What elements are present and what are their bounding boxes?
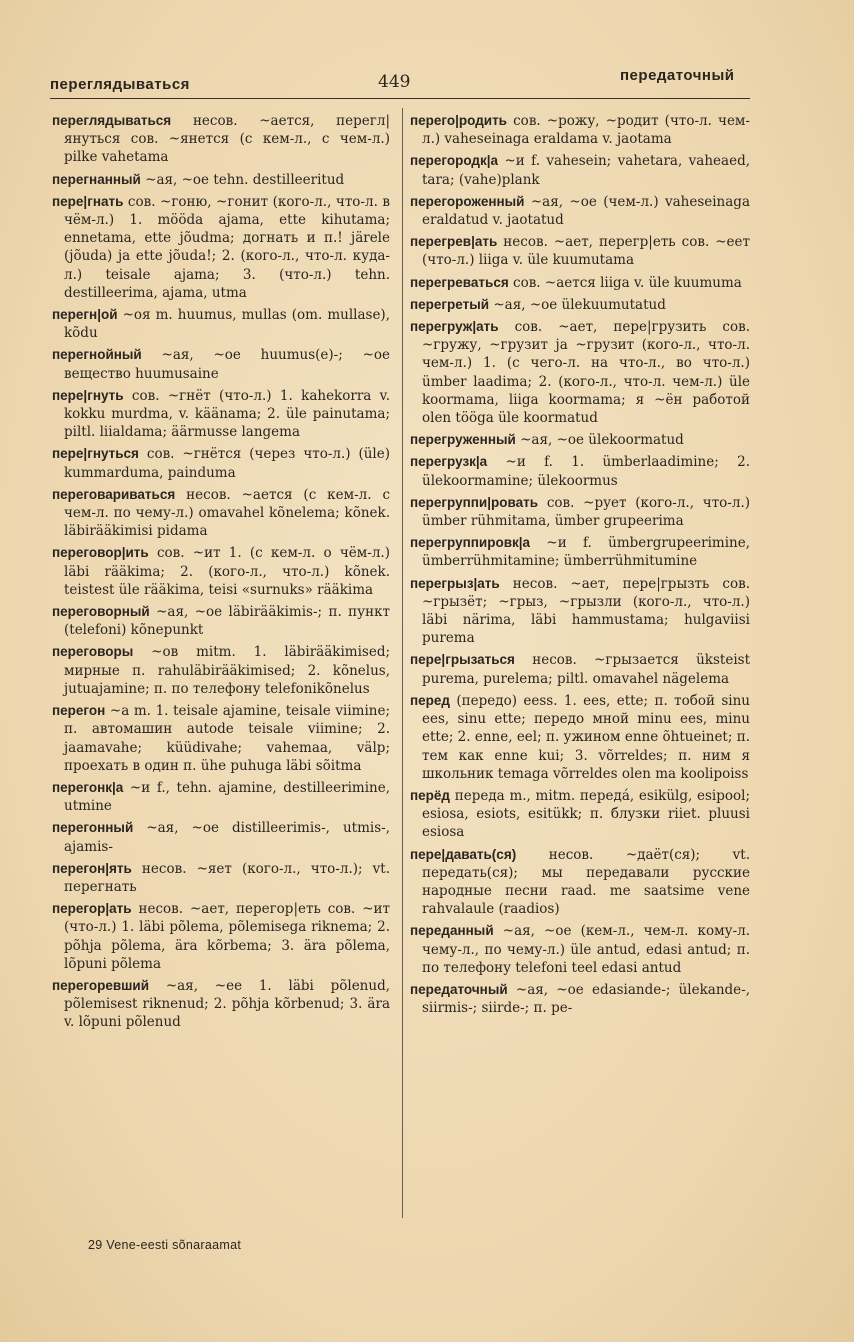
entry-text: несов. ~грызается üksteist purema, purelema; piltl. omavahel nägelema (422, 652, 750, 687)
headword: переговоры (52, 644, 134, 660)
dictionary-entry (410, 152, 750, 188)
headword: перегонный (52, 820, 134, 836)
entry-text: переда m., mitm. передá, esikülg, esipool; esiosa, esiots, esitükk; п. блузки riiet. pluusi esiosa (422, 787, 750, 841)
entry-text: (передо) eess. 1. ees, ette; п. тобой sinu ees, sinu ette; передо мной minu ees, minu ette; 2. enne, eel; п. ужином enne õhtueinet; п. тем как enne kui; 3. võrreldes; п. ним я школьник temaga võrreldes olen ma koolipoiss (422, 692, 750, 782)
headword: перегнанный (52, 171, 141, 187)
left-column (52, 112, 390, 1036)
dictionary-entry (410, 193, 750, 229)
entry-text: ~ая, ~ое tehn. destilleeritud (145, 171, 345, 188)
entry-text: ~оя m. huumus, mullas (om. mullase), kõdu (64, 307, 390, 342)
headword: перегон (52, 703, 106, 719)
entry-text: ~и f. ümbergrupeerimine, ümberrühmitamine; ümberrühmitumine (422, 535, 750, 570)
headword: перегруженный (410, 432, 516, 448)
dictionary-entry (410, 318, 750, 427)
entry-text: сов. ~ается liiga v. üle kuumuma (513, 274, 742, 291)
header-rule (50, 98, 750, 99)
dictionary-entry (52, 819, 390, 855)
dictionary-entry (52, 171, 390, 189)
dictionary-entry (52, 702, 390, 775)
headword: переговор|ить (52, 545, 149, 561)
entry-text: ~ая, ~ое distilleerimis-, utmis-, ajamis- (64, 820, 391, 855)
headword: перегруж|ать (410, 319, 499, 335)
headword: перегн|ой (52, 307, 118, 323)
headword: перегрыз|ать (410, 575, 500, 591)
entry-text: ~а m. 1. teisale ajamine, teisale viimine; п. автомашин autode teisale viimine; 2. jaamavahe; küüdivahe; vahemaa, välp; проехать в один п. ühe puhuga läbi sõitma (64, 703, 390, 774)
entry-text: ~и f., tehn. ajamine, destilleerimine, utmine (64, 779, 390, 815)
running-head-left: переглядываться (50, 76, 190, 93)
headword: перегнойный (52, 347, 142, 363)
dictionary-entry (52, 445, 390, 481)
dictionary-entry (410, 922, 750, 977)
dictionary-entry (52, 193, 390, 302)
right-column (410, 112, 750, 1021)
dictionary-entry (52, 486, 390, 541)
dictionary-entry (410, 981, 750, 1017)
headword: пере|грызаться (410, 652, 515, 668)
entry-text: сов. ~гнётся (через что-л.) (üle) kummarduma, painduma (64, 446, 391, 481)
dictionary-entry (52, 544, 390, 599)
dictionary-entry (410, 846, 750, 919)
headword: пере|гнуться (52, 446, 139, 462)
headword: пере|гнуть (52, 387, 124, 403)
headword: переговорный (52, 604, 150, 620)
headword: перегородк|а (410, 153, 499, 169)
dictionary-entry (52, 346, 390, 382)
entry-text: несов. ~ает, перегор|еть сов. ~ит (что-л.) 1. läbi põlema, põlemisega riknema; 2. põhja põlema, ära kõrbema; 3. ära põlema, lõpuni põlema (64, 901, 390, 972)
headword: перего|родить (410, 113, 507, 128)
entry-text: сов. ~рует (кого-л., что-л.) ümber rühmitama, ümber grupeerima (422, 494, 750, 530)
column-divider (402, 108, 403, 1218)
dictionary-entry (52, 643, 390, 698)
dictionary-entry (410, 453, 750, 489)
dictionary-entry (52, 387, 390, 442)
headword: перед (410, 692, 450, 708)
entry-text: ~и f. vahesein; vahetara, vaheaed, tara; (vahe)plank (422, 153, 751, 188)
entry-text: ~ая, ~ое (кем-л., чем-л. кому-л. чему-л., по чему-л.) üle antud, edasi antud; п. по телефону telefoni teel edasi antud (422, 923, 750, 976)
dictionary-entry (52, 900, 390, 973)
headword: переданный (410, 923, 494, 939)
dictionary-entry (410, 274, 750, 292)
page-number: 449 (378, 72, 411, 92)
dictionary-entry (410, 431, 750, 449)
entry-text: ~и f. 1. ümberlaadimine; 2. ülekoormamine; ülekoormus (422, 454, 750, 489)
entry-text: ~ая, ~ое (чем-л.) vaheseinaga eraldatud v. jaotatud (422, 193, 750, 229)
dictionary-entry (410, 787, 750, 842)
dictionary-entry (410, 494, 750, 530)
headword: перегруппи|ровать (410, 494, 539, 510)
headword: переглядываться (52, 113, 172, 128)
running-head-right: передаточный (620, 67, 735, 84)
entry-text: несов. ~ается (с кем-л. с чем-л. по чему-л.) omavahel kõnelema; kõnek. läbirääkimisi pidama (64, 486, 391, 540)
dictionary-entry (410, 534, 750, 570)
entry-text: сов. ~ает, пере|грузить сов. ~гружу, ~грузит ja ~грузит (кого-л., что-л. чем-л.) 1. (с чего-л. на что-л., во что-л.) ümber laadima; 2. (кого-л., что-л. чем-л.) üle koormama, liiga koormama; я ~ён работой olen tööga üle koormatud (422, 319, 750, 427)
entry-text: сов. ~рожу, ~родит (что-л. чем-л.) vaheseinaga eraldama v. jaotama (422, 113, 750, 148)
dictionary-entry (410, 651, 750, 687)
dictionary-entry (52, 779, 390, 815)
headword: перегор|ать (52, 901, 132, 917)
entry-text: ~ов mitm. 1. läbirääkimised; мирные п. rahuläbirääkimised; 2. kõnelus, jutuajamine; п. по телефону telefonikõnelus (64, 644, 391, 697)
dictionary-entry (410, 112, 750, 148)
headword: перёд (410, 787, 450, 803)
dictionary-entry (410, 296, 750, 314)
headword: перегреваться (410, 274, 509, 290)
entry-text: несов. ~ается, перегл|януться сов. ~янется (с кем-л., с чем-л.) pilke vahetama (64, 113, 390, 166)
entry-text: несов. ~яет (кого-л., что-л.); vt. перегнать (64, 860, 390, 895)
dictionary-entry (52, 860, 390, 896)
headword: переговариваться (52, 486, 176, 502)
entry-text: ~ая, ~ое edasiande-; ülekande-, siirmis-; siirde-; п. pe- (422, 981, 750, 1017)
dictionary-entry (52, 306, 390, 342)
headword: перегоревший (52, 977, 150, 993)
entry-text: несов. ~ает, пере|грызть сов. ~грызёт; ~грыз, ~грызли (кого-л., что-л.) läbi närima, läbi hammustama; hulgaviisi purema (422, 575, 751, 647)
headword: перегороженный (410, 193, 525, 209)
entry-text: сов. ~гнёт (что-л.) 1. kahekorra v. kokku murdma, v. käänama; 2. üle painutama; piltl. liialdama; äärmusse langema (64, 387, 390, 441)
dictionary-entry (410, 233, 750, 269)
entry-text: сов. ~гоню, ~гонит (кого-л., что-л. в чём-л.) 1. mööda ajama, ette kihutama; ennetama, ette jõudma; догнать и п.! järele (jõuda) ja ette jõuda!; 2. (кого-л., что-л. куда-л.) teisale ajama; 3. (что-л.) tehn. destilleerima, ajama, utma (64, 193, 390, 301)
dictionary-entry (410, 692, 750, 783)
entry-text: несов. ~ает, перегр|еть сов. ~еет (что-л.) liiga v. üle kuumutama (422, 234, 750, 269)
headword: перегретый (410, 296, 490, 312)
headword: пере|давать(ся) (410, 846, 517, 862)
entry-text: ~ая, ~ое huumus(e)-; ~ое вещество huumusaine (64, 347, 390, 382)
headword: перегрев|ать (410, 234, 498, 250)
entry-text: ~ая, ~ее 1. läbi põlenud, põlemisest riknenud; 2. põhja kõrbenud; 3. ära v. lõpuni põlenud (64, 977, 391, 1031)
headword: перегон|ять (52, 860, 132, 876)
entry-text: сов. ~ит 1. (с кем-л. о чём-л.) läbi rääkima; 2. (кого-л., что-л.) kõnek. teistest üle rääkima, teisi «surnuks» rääkima (64, 545, 390, 598)
signature-footer: 29 Vene-eesti sõnaraamat (88, 1238, 242, 1252)
entry-text: ~ая, ~ое läbirääkimis-; п. пункт (telefoni) kõnepunkt (64, 604, 390, 639)
entry-text: несов. ~даёт(ся); vt. передать(ся); мы передавали русские народные песни raad. me saatsime vene rahvalaule (raadios) (422, 846, 750, 918)
entry-text: ~ая, ~ое ülekoormatud (520, 432, 684, 449)
entry-text: ~ая, ~ое ülekuumutatud (493, 296, 666, 313)
headword: пере|гнать (52, 193, 124, 209)
headword: передаточный (410, 981, 508, 997)
dictionary-entry (52, 112, 390, 167)
headword: перегруппировк|а (410, 535, 531, 551)
dictionary-entry (52, 977, 390, 1032)
dictionary-entry (52, 603, 390, 639)
headword: перегонк|а (52, 779, 124, 795)
headword: перегрузк|а (410, 454, 488, 470)
dictionary-entry (410, 575, 750, 648)
